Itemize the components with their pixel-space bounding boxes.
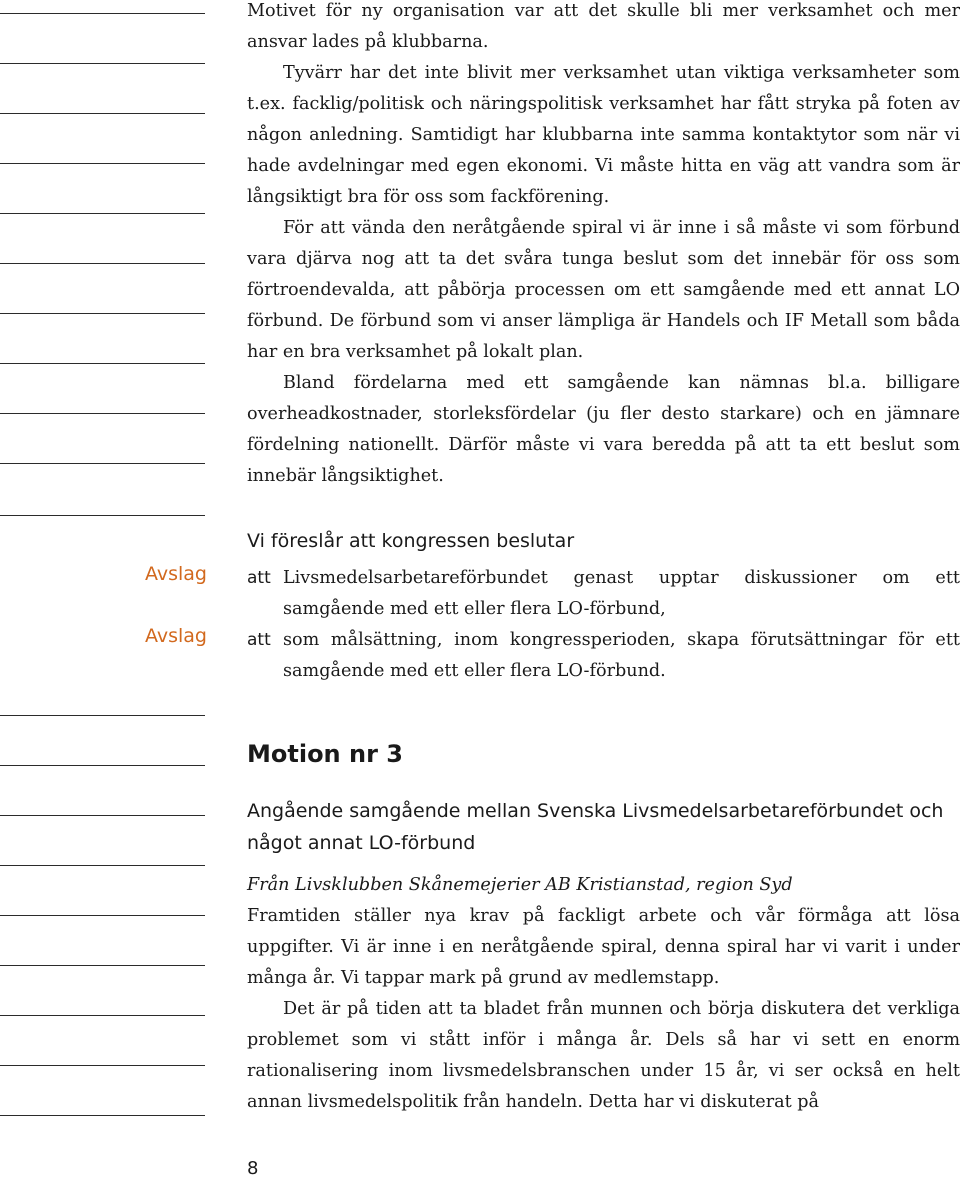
note-rule xyxy=(0,1065,205,1066)
note-rule xyxy=(0,965,205,966)
motion-subtitle: Angående samgående mellan Svenska Livsmedelsarbetareförbundet och något annat LO-förbund xyxy=(247,800,944,854)
note-rule xyxy=(0,1015,205,1016)
intro-paragraph: Tyvärr har det inte blivit mer verksamhet utan viktiga verksamheter som t.ex. facklig/politisk och näringspolitisk verksamhet har fått stryka på foten av någon anledning. Samtidigt har klubbarna inte samma kontaktytor som när vi hade avdelningar med egen ekonomi. Vi måste hitta en väg att vandra som är långsiktigt bra för oss som fackförening. xyxy=(247,63,960,207)
verdict-label: Avslag xyxy=(144,563,207,585)
note-rule xyxy=(0,413,205,414)
att-keyword: att xyxy=(247,630,271,650)
proposal-item-text: som målsättning, inom kongressperioden, skapa förutsättningar för ett samgående med ett eller flera LO-förbund. xyxy=(283,630,960,681)
motion-byline: Från Livsklubben Skånemejerier AB Kristianstad, region Syd xyxy=(247,875,793,895)
note-rule xyxy=(0,113,205,114)
att-keyword: att xyxy=(247,568,271,588)
note-rule xyxy=(0,313,205,314)
intro-paragraph: Motivet för ny organisation var att det skulle bli mer verksamhet och mer ansvar lades på klubbarna. xyxy=(247,1,960,52)
note-rule xyxy=(0,213,205,214)
proposal-item xyxy=(247,625,960,687)
note-rule xyxy=(0,815,205,816)
intro-paragraph: Bland fördelarna med ett samgående kan nämnas bl.a. billigare overheadkostnader, storleksfördelar (ju fler desto starkare) och en jämnare fördelning nationellt. Därför måste vi vara beredda på att ta ett beslut som innebär långsiktighet. xyxy=(247,373,960,486)
page-number: 8 xyxy=(247,1158,259,1179)
note-rule xyxy=(0,463,205,464)
note-rule xyxy=(0,263,205,264)
note-rule xyxy=(0,63,205,64)
proposal-item xyxy=(247,563,960,625)
proposal-item-text: Livsmedelsarbetareförbundet genast upptar diskussioner om ett samgående med ett eller flera LO-förbund, xyxy=(283,568,960,619)
note-rule xyxy=(0,915,205,916)
note-rule xyxy=(0,363,205,364)
motion-body xyxy=(247,870,960,1118)
motion-paragraph: Det är på tiden att ta bladet från munnen och börja diskutera det verkliga problemet som vi stått inför i många år. Dels så har vi sett en enorm rationalisering inom livsmedelsbranschen under 15 år, vi ser också en helt annan livsmedelspolitik från handeln. Detta har vi diskuterat på xyxy=(247,999,960,1112)
note-rule xyxy=(0,13,205,14)
margin-note-rules xyxy=(0,0,205,1181)
intro-paragraph: För att vända den neråtgående spiral vi är inne i så måste vi som förbund vara djärva nog att ta det svåra tunga beslut som det innebär för oss som förtroendevalda, att påbörja processen om ett samgående med ett annat LO förbund. De förbund som vi anser lämpliga är Handels och IF Metall som båda har en bra verksamhet på lokalt plan. xyxy=(247,218,960,362)
note-rule xyxy=(0,163,205,164)
proposal-heading: Vi föreslår att kongressen beslutar xyxy=(247,530,575,552)
verdict-label: Avslag xyxy=(144,625,207,647)
note-rule xyxy=(0,765,205,766)
note-rule xyxy=(0,1115,205,1116)
motion-title: Motion nr 3 xyxy=(247,740,403,768)
note-rule xyxy=(0,515,205,516)
proposal-list xyxy=(247,563,960,687)
note-rule xyxy=(0,715,205,716)
motion-paragraph: Framtiden ställer nya krav på fackligt arbete och vår förmåga att lösa uppgifter. Vi är inne i en neråtgående spiral, denna spiral har vi varit i under många år. Vi tappar mark på grund av medlemstapp. xyxy=(247,906,960,988)
intro-text xyxy=(247,0,960,492)
note-rule xyxy=(0,865,205,866)
